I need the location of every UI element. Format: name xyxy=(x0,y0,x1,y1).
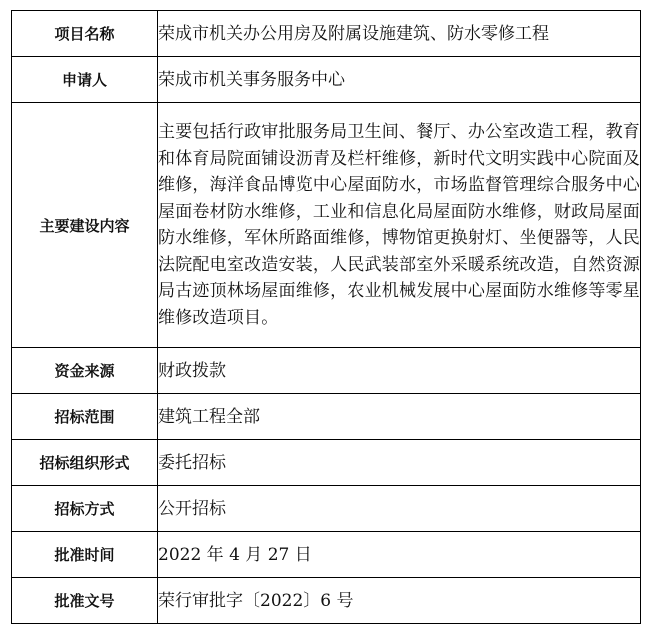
label-funding-source: 资金来源 xyxy=(12,348,158,394)
row-project-name xyxy=(12,11,641,57)
value-approval-date: 2022 年 4 月 27 日 xyxy=(158,532,641,578)
value-project-name: 荣成市机关办公用房及附属设施建筑、防水零修工程 xyxy=(158,11,641,57)
label-applicant: 申请人 xyxy=(12,57,158,103)
row-main-content xyxy=(12,103,641,348)
row-bidding-method xyxy=(12,486,641,532)
row-approval-number xyxy=(12,578,641,624)
label-project-name: 项目名称 xyxy=(12,11,158,57)
label-approval-number: 批准文号 xyxy=(12,578,158,624)
value-approval-number: 荣行审批字〔2022〕6 号 xyxy=(158,578,641,624)
value-applicant: 荣成市机关事务服务中心 xyxy=(158,57,641,103)
label-bidding-scope: 招标范围 xyxy=(12,394,158,440)
project-info-table xyxy=(11,10,641,624)
row-bidding-organization xyxy=(12,440,641,486)
value-bidding-method: 公开招标 xyxy=(158,486,641,532)
row-bidding-scope xyxy=(12,394,641,440)
value-funding-source: 财政拨款 xyxy=(158,348,641,394)
label-approval-date: 批准时间 xyxy=(12,532,158,578)
row-applicant xyxy=(12,57,641,103)
value-main-content: 主要包括行政审批服务局卫生间、餐厅、办公室改造工程，教育和体育局院面铺设沥青及栏杆维修，新时代文明实践中心院面及维修，海洋食品博览中心屋面防水，市场监督管理综合服务中心屋面卷材防水维修，工业和信息化局屋面防水维修，财政局屋面防水维修，军休所路面维修，博物馆更换射灯、坐便器等，人民法院配电室改造安装，人民武装部室外采暖系统改造，自然资源局古迹顶林场屋面维修，农业机械发展中心屋面防水维修等零星维修改造项目。 xyxy=(158,103,641,348)
label-bidding-organization: 招标组织形式 xyxy=(12,440,158,486)
value-bidding-scope: 建筑工程全部 xyxy=(158,394,641,440)
label-main-content: 主要建设内容 xyxy=(12,103,158,348)
label-bidding-method: 招标方式 xyxy=(12,486,158,532)
row-funding-source xyxy=(12,348,641,394)
row-approval-date xyxy=(12,532,641,578)
value-bidding-organization: 委托招标 xyxy=(158,440,641,486)
